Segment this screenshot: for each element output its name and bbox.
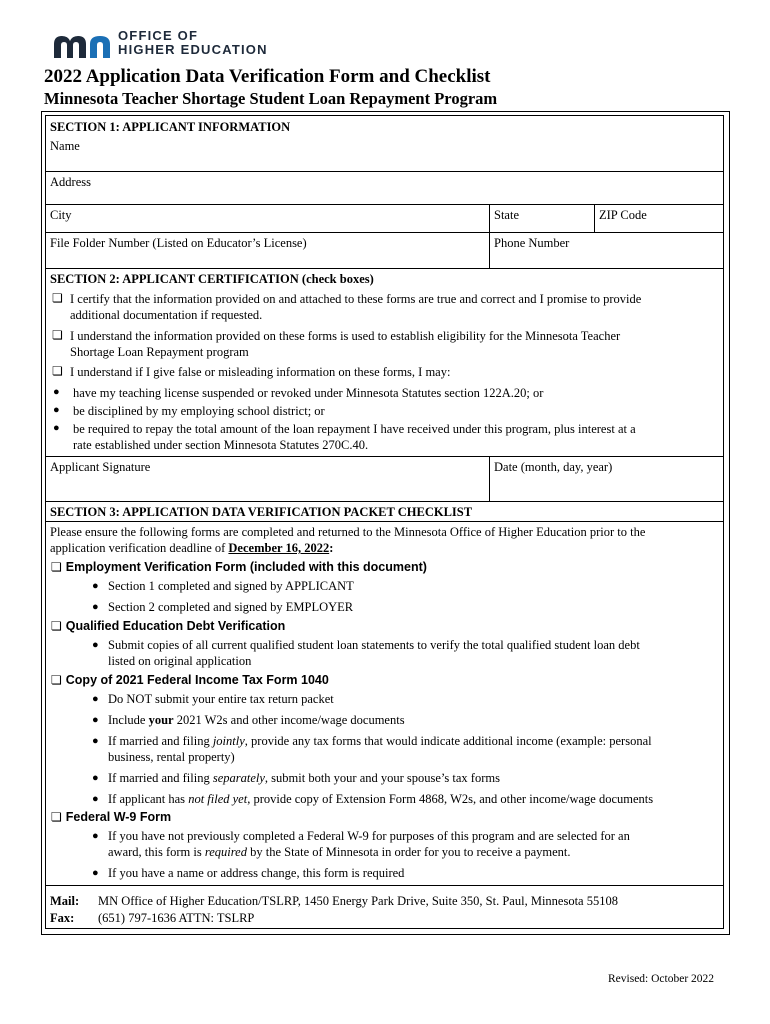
item-debt-verification[interactable]: ❏ Qualified Education Debt Verification — [51, 619, 286, 633]
signature-label: Applicant Signature — [50, 460, 151, 474]
w9-bullet-2: If you have a name or address change, this form is required — [108, 866, 405, 880]
tax-bullet-4: If married and filing separately, submit both your and your spouse’s tax forms — [108, 771, 500, 785]
certify-text-1: I certify that the information provided on and attached to these forms are true and correct and I promise to provide — [70, 292, 642, 306]
consequence-1: have my teaching license suspended or revoked under Minnesota Statutes section 122A.20; or — [73, 386, 544, 400]
bullet-icon: ● — [92, 601, 99, 613]
bullet-icon: ● — [53, 386, 60, 398]
certify-text-1b: additional documentation if requested. — [70, 308, 263, 322]
checkbox-icon: ❏ — [51, 810, 62, 824]
fax-number: (651) 797-1636 ATTN: TSLRP — [98, 911, 255, 925]
item-w9-form[interactable]: ❏ Federal W-9 Form — [51, 810, 172, 824]
city-label: City — [50, 208, 72, 222]
bullet-icon: ● — [53, 422, 60, 434]
signature-row — [46, 456, 723, 501]
bullet-icon: ● — [53, 404, 60, 416]
phone-label: Phone Number — [494, 236, 570, 250]
revised-date: Revised: October 2022 — [608, 973, 715, 985]
contact-divider — [46, 885, 723, 886]
bullet-icon: ● — [92, 772, 99, 784]
form-body — [45, 115, 724, 929]
address-row — [46, 171, 723, 206]
signature-cell[interactable] — [46, 457, 489, 501]
consequence-2: be disciplined by my employing school district; or — [73, 404, 325, 418]
employment-bullet-1: Section 1 completed and signed by APPLICANT — [108, 579, 354, 593]
state-cell[interactable] — [489, 205, 594, 232]
bullet-icon: ● — [92, 580, 99, 592]
city-cell[interactable] — [46, 205, 489, 232]
tax-bullet-1: Do NOT submit your entire tax return packet — [108, 692, 334, 706]
checkbox-3[interactable]: ❏ — [52, 364, 63, 378]
section2-heading: SECTION 2: APPLICANT CERTIFICATION (check boxes) — [50, 272, 374, 286]
section3-divider — [46, 501, 723, 502]
date-cell[interactable] — [489, 457, 725, 501]
city-row — [46, 204, 723, 232]
checklist-intro-2: application verification deadline of December 16, 2022: — [50, 541, 334, 555]
page-subtitle: Minnesota Teacher Shortage Student Loan Repayment Program — [44, 89, 498, 108]
item-employment-verification[interactable]: ❏ Employment Verification Form (included with this document) — [51, 560, 427, 574]
employment-bullet-2: Section 2 completed and signed by EMPLOYER — [108, 600, 354, 614]
checkbox-icon: ❏ — [51, 673, 62, 687]
zip-cell[interactable] — [594, 205, 725, 232]
logo-line-1: OFFICE OF — [118, 28, 199, 43]
w9-bullet-1b: award, this form is required by the State of Minnesota in order for you to receive a payment. — [108, 845, 571, 859]
checkbox-icon: ❏ — [51, 560, 62, 574]
logo-line-2: HIGHER EDUCATION — [118, 42, 268, 57]
item-tax-form[interactable]: ❏ Copy of 2021 Federal Income Tax Form 1040 — [51, 673, 329, 687]
date-label: Date (month, day, year) — [494, 460, 613, 474]
phone-cell[interactable] — [489, 233, 725, 268]
page-title: 2022 Application Data Verification Form and Checklist — [44, 66, 491, 87]
mail-label: Mail: — [50, 894, 80, 908]
form-outer-border — [41, 111, 730, 935]
checkbox-2[interactable]: ❏ — [52, 328, 63, 342]
certify-text-3: I understand if I give false or misleading information on these forms, I may: — [70, 365, 451, 379]
bullet-icon: ● — [92, 830, 99, 842]
fax-label: Fax: — [50, 911, 75, 925]
state-label: State — [494, 208, 519, 222]
checklist-intro: Please ensure the following forms are completed and returned to the Minnesota Office of Higher Education prior to the — [50, 525, 646, 539]
consequence-3: be required to repay the total amount of the loan repayment I have received under this program, plus interest at a — [73, 422, 636, 436]
tax-bullet-2: Include your 2021 W2s and other income/wage documents — [108, 713, 405, 727]
debt-bullet-1: Submit copies of all current qualified student loan statements to verify the total qualified student loan debt — [108, 638, 640, 652]
bullet-icon: ● — [92, 793, 99, 805]
name-label: Name — [50, 139, 80, 153]
checkbox-icon: ❏ — [51, 619, 62, 633]
file-folder-cell[interactable] — [46, 233, 489, 268]
mail-address: MN Office of Higher Education/TSLRP, 1450 Energy Park Drive, Suite 350, St. Paul, Minnesota 55108 — [98, 894, 618, 908]
section1-heading: SECTION 1: APPLICANT INFORMATION — [50, 120, 291, 134]
section3-heading-line — [46, 521, 723, 522]
certify-text-2: I understand the information provided on these forms is used to establish eligibility for the Minnesota Teacher — [70, 329, 621, 343]
certify-text-2b: Shortage Loan Repayment program — [70, 345, 249, 359]
file-folder-row — [46, 232, 723, 268]
file-folder-label: File Folder Number (Listed on Educator’s License) — [50, 236, 307, 250]
bullet-icon: ● — [92, 639, 99, 651]
section2-divider — [46, 268, 723, 269]
consequence-3b: rate established under section Minnesota Statutes 270C.40. — [73, 438, 369, 452]
checkbox-1[interactable]: ❏ — [52, 291, 63, 305]
tax-bullet-3b: business, rental property) — [108, 750, 235, 764]
section3-heading: SECTION 3: APPLICATION DATA VERIFICATION PACKET CHECKLIST — [50, 505, 473, 519]
tax-bullet-5: If applicant has not filed yet, provide copy of Extension Form 4868, W2s, and other income/wage documents — [108, 792, 654, 806]
debt-bullet-1b: listed on original application — [108, 654, 252, 668]
w9-bullet-1: If you have not previously completed a Federal W-9 for purposes of this program and are selected for an — [108, 829, 630, 843]
bullet-icon: ● — [92, 867, 99, 879]
address-label: Address — [50, 175, 91, 189]
bullet-icon: ● — [92, 714, 99, 726]
deadline-date: December 16, 2022 — [228, 541, 330, 555]
zip-label: ZIP Code — [599, 208, 647, 222]
logo-wordmark — [118, 29, 268, 57]
bullet-icon: ● — [92, 735, 99, 747]
bullet-icon: ● — [92, 693, 99, 705]
tax-bullet-3: If married and filing jointly, provide any tax forms that would indicate additional income (example: personal — [108, 734, 652, 748]
